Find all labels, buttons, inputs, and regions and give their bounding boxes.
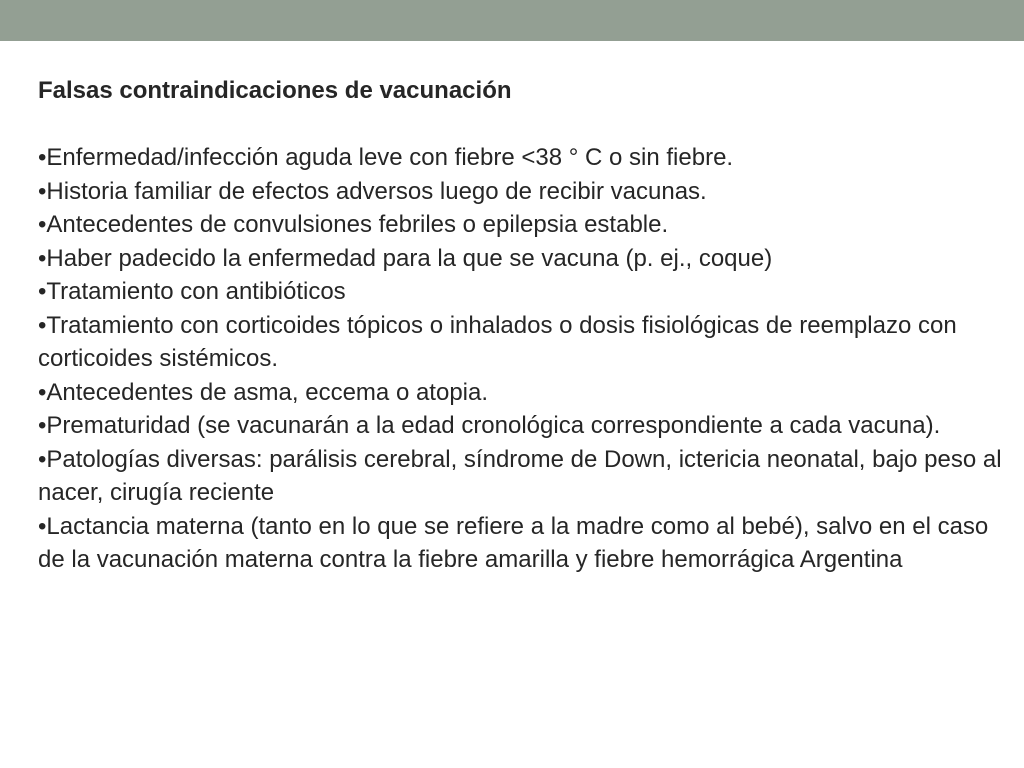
bullet-item: •Historia familiar de efectos adversos luego de recibir vacunas. (38, 177, 707, 205)
bullet-item: •Tratamiento con antibióticos (38, 278, 346, 305)
bullet-item: •Patologías diversas: parálisis cerebral, síndrome de Down, ictericia neonatal, bajo peso al nacer, cirugía reciente (38, 445, 1002, 506)
slide-title: Falsas contraindicaciones de vacunación (38, 77, 512, 104)
slide-content (38, 74, 1008, 577)
bullet-item: •Prematuridad (se vacunarán a la edad cronológica correspondiente a cada vacuna). (38, 412, 941, 439)
bullet-item: •Haber padecido la enfermedad para la que se vacuna (p. ej., coque) (38, 244, 773, 272)
bullet-item: •Tratamiento con corticoides tópicos o inhalados o dosis fisiológicas de reemplazo con corticoides sistémicos. (38, 311, 957, 372)
bullet-item: •Enfermedad/infección aguda leve con fiebre <38 ° C o sin fiebre. (38, 144, 734, 171)
title-spacer (38, 108, 1008, 141)
bullet-item: •Antecedentes de asma, eccema o atopia. (38, 378, 489, 406)
bullet-item: •Lactancia materna (tanto en lo que se refiere a la madre como al bebé), salvo en el caso de la vacunación materna contra la fiebre amarilla y fiebre hemorrágica Argentina (38, 512, 989, 573)
bullet-list (38, 141, 1008, 577)
bullet-item: •Antecedentes de convulsiones febriles o epilepsia estable. (38, 211, 669, 238)
slide-header-bar (0, 0, 1024, 41)
